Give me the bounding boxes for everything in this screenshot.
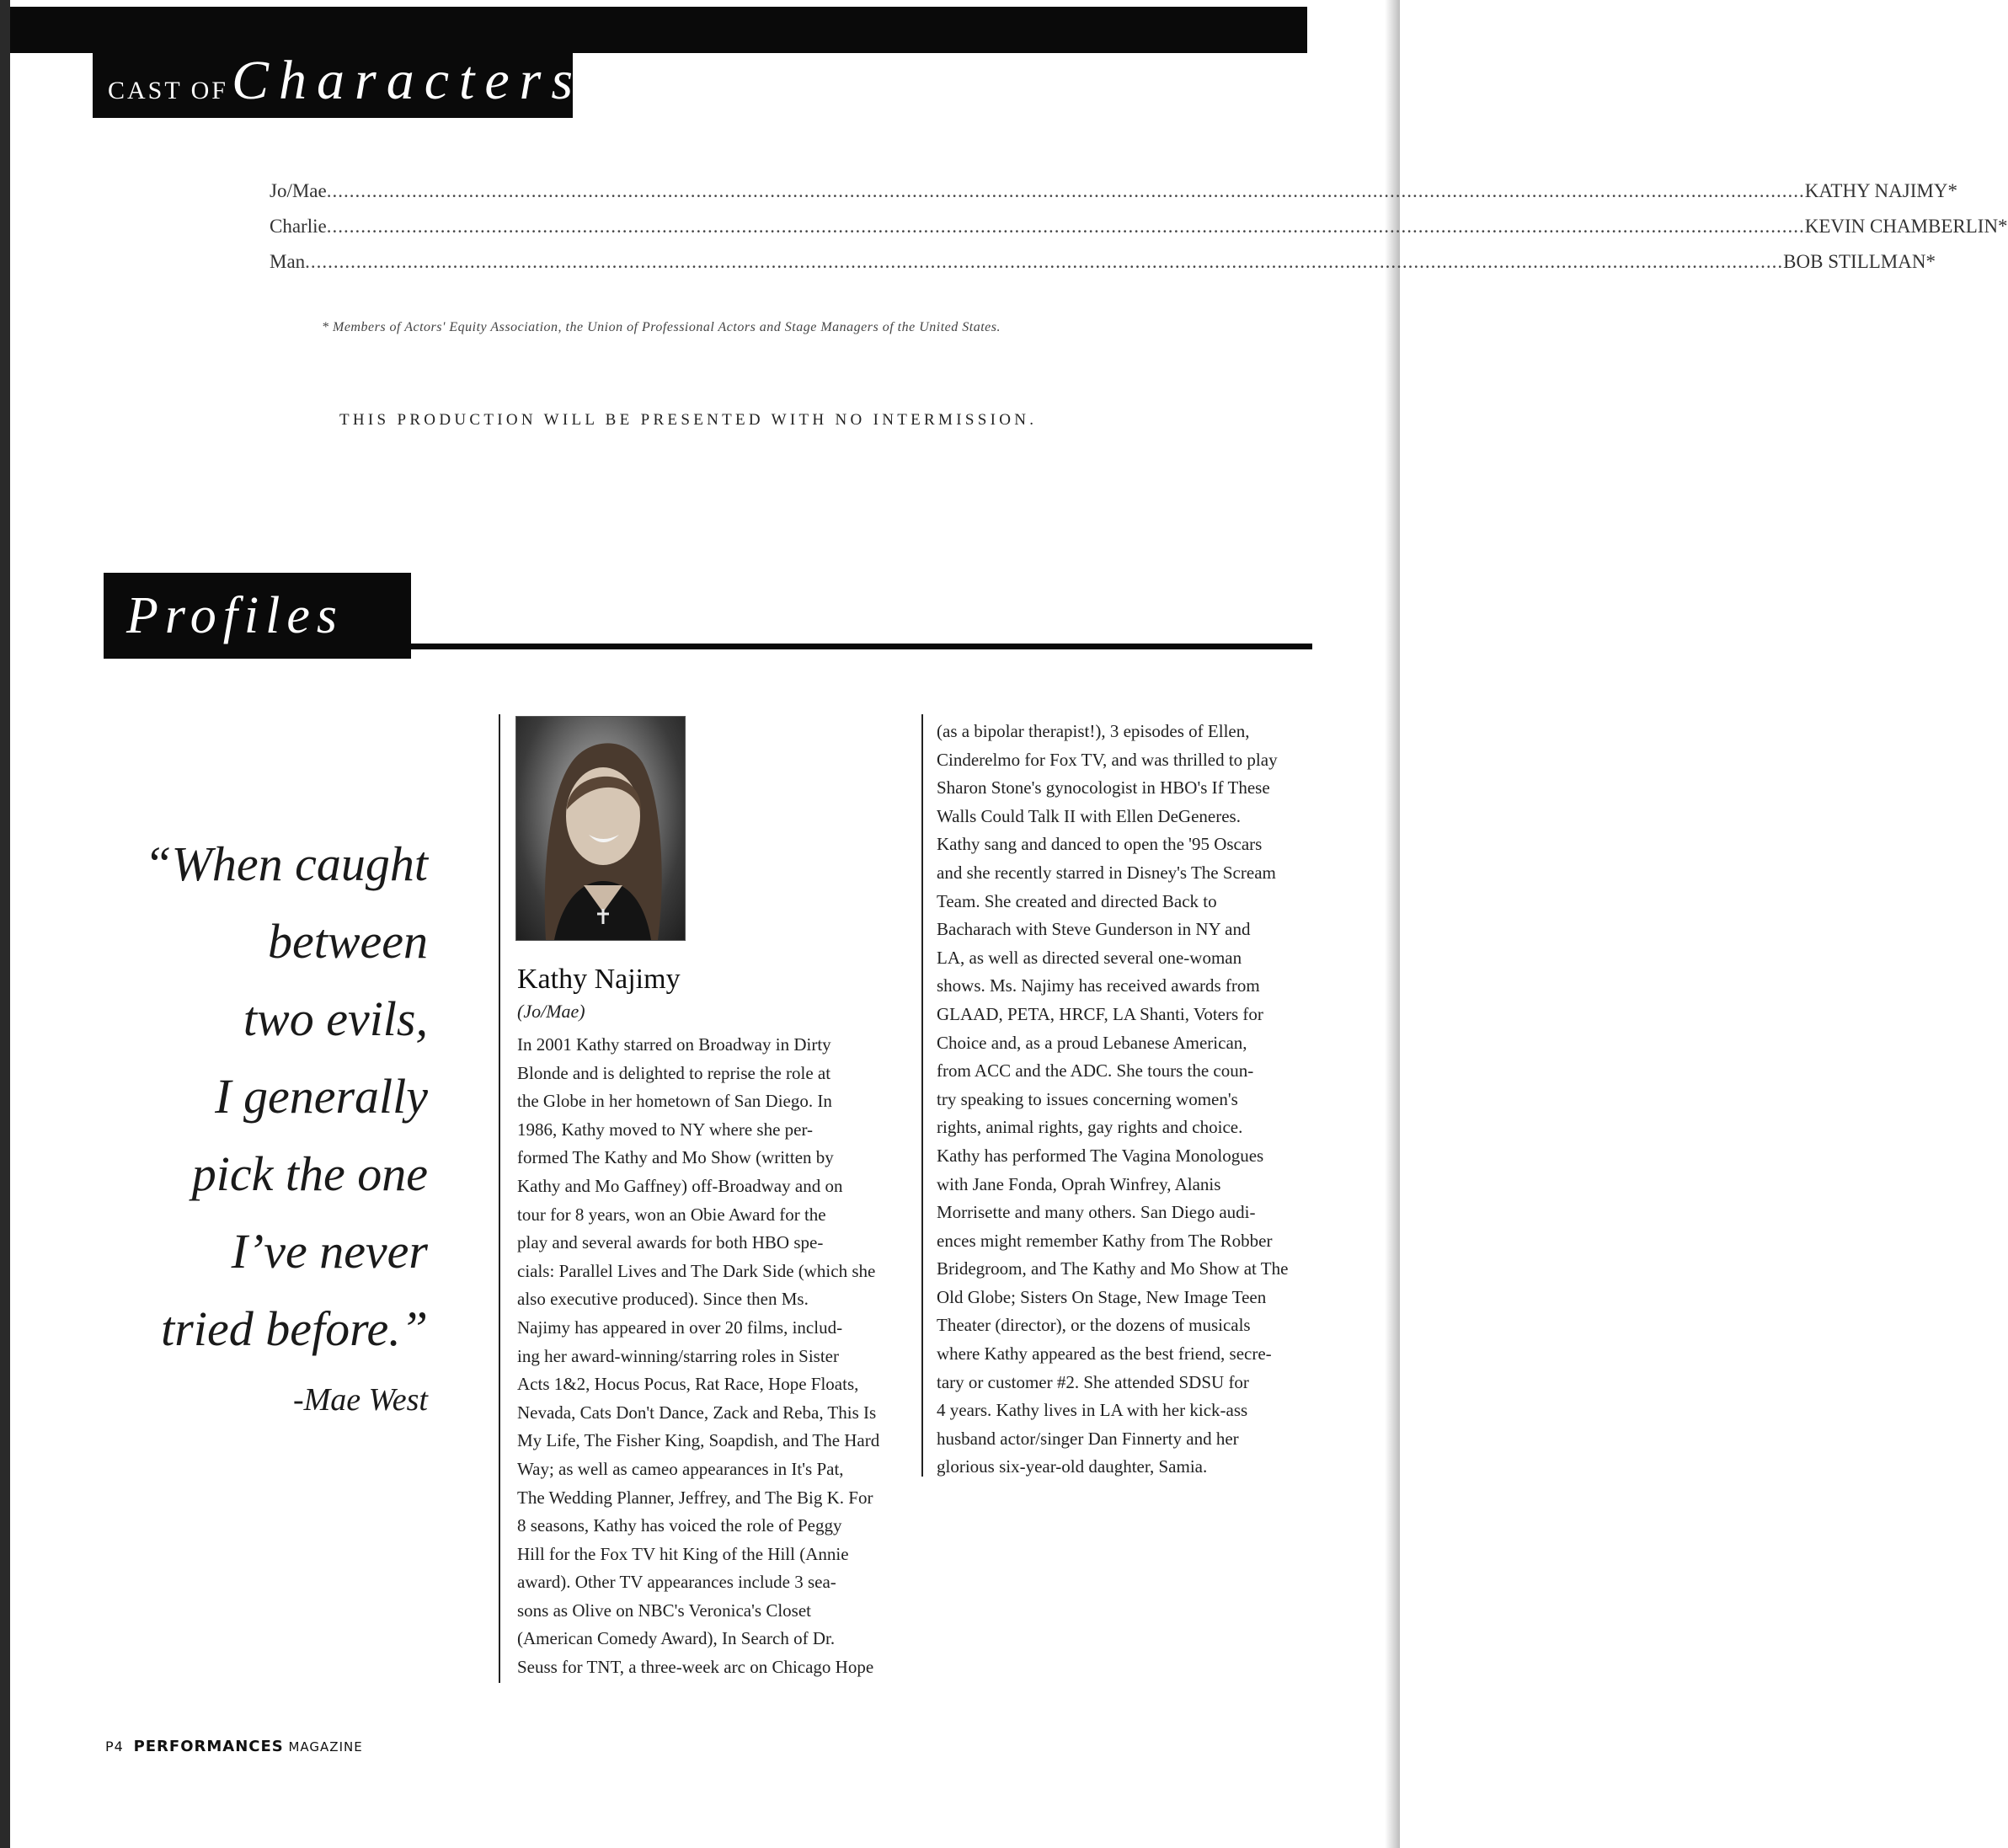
bio-line: Seuss for TNT, a three-week arc on Chicago Hope bbox=[517, 1657, 874, 1678]
bio-line: GLAAD, PETA, HRCF, LA Shanti, Voters for bbox=[937, 1003, 1263, 1024]
bio-line: husband actor/singer Dan Finnerty and her bbox=[937, 1428, 1239, 1449]
bio-line: Bridegroom, and The Kathy and Mo Show at The bbox=[937, 1258, 1289, 1279]
scan-edge-left bbox=[0, 0, 10, 1848]
cast-role: Charlie bbox=[270, 216, 327, 237]
pull-quote bbox=[109, 825, 428, 1368]
quote-line: tried before.” bbox=[161, 1301, 428, 1356]
page-number: P4 bbox=[105, 1739, 124, 1755]
cast-role: Jo/Mae bbox=[270, 180, 327, 201]
quote-attribution: -Mae West bbox=[292, 1382, 428, 1418]
quote-line: pick the one bbox=[191, 1146, 428, 1201]
cast-header-small: CAST OF bbox=[108, 77, 228, 104]
leader-dots: .................................................................................................................................................................................................................................................................... bbox=[305, 251, 1784, 272]
bio-line: Walls Could Talk II with Ellen DeGeneres. bbox=[937, 805, 1241, 826]
bio-line: Acts 1&2, Hocus Pocus, Rat Race, Hope Floats, bbox=[517, 1374, 859, 1395]
bio-line: Sharon Stone's gynocologist in HBO's If These bbox=[937, 777, 1270, 798]
quote-line: two evils, bbox=[243, 991, 428, 1046]
magazine-label: MAGAZINE bbox=[288, 1739, 363, 1755]
bio-column-1 bbox=[517, 1031, 893, 1682]
bio-line: the Globe in her hometown of San Diego. In bbox=[517, 1091, 832, 1112]
bio-line: ing her award-winning/starring roles in Sister bbox=[517, 1345, 839, 1366]
bio-line: 1986, Kathy moved to NY where she per- bbox=[517, 1119, 814, 1140]
bio-line: also executive produced). Since then Ms. bbox=[517, 1289, 809, 1310]
cast-list bbox=[270, 180, 2008, 286]
bio-line: Cinderelmo for Fox TV, and was thrilled to play bbox=[937, 749, 1278, 770]
bio-line: formed The Kathy and Mo Show (written by bbox=[517, 1147, 834, 1168]
scan-edge-right bbox=[1385, 0, 1400, 1848]
column-divider bbox=[921, 714, 923, 1477]
bio-line: (American Comedy Award), In Search of Dr. bbox=[517, 1628, 836, 1649]
bio-line: LA, as well as directed several one-woman bbox=[937, 947, 1242, 968]
column-divider bbox=[499, 714, 500, 1683]
quote-line: I’ve never bbox=[231, 1224, 428, 1279]
bio-column-2 bbox=[937, 718, 1314, 1482]
bio-line: Choice and, as a proud Lebanese American, bbox=[937, 1032, 1247, 1053]
cast-actor: BOB STILLMAN* bbox=[1783, 251, 1936, 272]
profiles-header-title: Profiles bbox=[126, 587, 344, 644]
bio-line: Nevada, Cats Don't Dance, Zack and Reba, This Is bbox=[517, 1402, 877, 1423]
bio-line: from ACC and the ADC. She tours the coun- bbox=[937, 1060, 1254, 1082]
cast-actor: KEVIN CHAMBERLIN* bbox=[1804, 216, 2008, 237]
profile-role: (Jo/Mae) bbox=[517, 1001, 585, 1022]
quote-line: I generally bbox=[215, 1069, 428, 1124]
quote-line: between bbox=[267, 914, 428, 969]
bio-line: Najimy has appeared in over 20 films, includ- bbox=[517, 1317, 843, 1338]
bio-line: tour for 8 years, won an Obie Award for the bbox=[517, 1204, 826, 1225]
bio-line: 4 years. Kathy lives in LA with her kick-ass bbox=[937, 1400, 1248, 1421]
equity-footnote: * Members of Actors' Equity Association, the Union of Professional Actors and Stage Managers of the United States. bbox=[322, 320, 1001, 334]
bio-line: shows. Ms. Najimy has received awards from bbox=[937, 975, 1260, 996]
bio-line: Bacharach with Steve Gunderson in NY and bbox=[937, 919, 1251, 940]
bio-line: award). Other TV appearances include 3 sea- bbox=[517, 1572, 836, 1593]
bio-line: Kathy and Mo Gaffney) off-Broadway and on bbox=[517, 1175, 843, 1196]
bio-line: tary or customer #2. She attended SDSU for bbox=[937, 1371, 1249, 1392]
bio-line: The Wedding Planner, Jeffrey, and The Big K. For bbox=[517, 1487, 873, 1508]
bio-line: Hill for the Fox TV hit King of the Hill (Annie bbox=[517, 1543, 849, 1564]
bio-line: Morrisette and many others. San Diego audi- bbox=[937, 1202, 1256, 1223]
cast-row bbox=[270, 251, 1936, 286]
bio-line: Old Globe; Sisters On Stage, New Image Teen bbox=[937, 1286, 1267, 1307]
bio-line: ences might remember Kathy from The Robber bbox=[937, 1230, 1273, 1251]
cast-role: Man bbox=[270, 251, 306, 272]
headshot-photo bbox=[515, 716, 686, 941]
bio-line: Way; as well as cameo appearances in It's Pat, bbox=[517, 1458, 844, 1479]
bio-line: 8 seasons, Kathy has voiced the role of Peggy bbox=[517, 1515, 842, 1536]
cast-header-title bbox=[108, 49, 583, 113]
cast-actor: KATHY NAJIMY* bbox=[1804, 180, 1957, 201]
bio-line: play and several awards for both HBO spe- bbox=[517, 1232, 824, 1253]
leader-dots: .................................................................................................................................................................................................................................................................... bbox=[326, 180, 1805, 201]
bio-line: In 2001 Kathy starred on Broadway in Dirty bbox=[517, 1034, 831, 1055]
page-footer bbox=[105, 1738, 363, 1755]
bio-line: Theater (director), or the dozens of musicals bbox=[937, 1315, 1251, 1336]
bio-line: Team. She created and directed Back to bbox=[937, 890, 1217, 911]
bio-line: where Kathy appeared as the best friend, secre- bbox=[937, 1343, 1272, 1365]
bio-line: rights, animal rights, gay rights and choice. bbox=[937, 1117, 1243, 1138]
bio-line: glorious six-year-old daughter, Samia. bbox=[937, 1456, 1208, 1477]
bio-line: Kathy sang and danced to open the '95 Oscars bbox=[937, 834, 1263, 855]
bio-line: My Life, The Fisher King, Soapdish, and The Hard bbox=[517, 1430, 880, 1451]
magazine-brand: PERFORMANCES bbox=[133, 1738, 284, 1755]
bio-line: (as a bipolar therapist!), 3 episodes of Ellen, bbox=[937, 721, 1250, 741]
profile-name: Kathy Najimy bbox=[517, 964, 681, 995]
bio-line: and she recently starred in Disney's The Scream bbox=[937, 862, 1276, 883]
cast-row bbox=[270, 180, 1957, 216]
intermission-notice: THIS PRODUCTION WILL BE PRESENTED WITH NO INTERMISSION. bbox=[339, 411, 1038, 429]
profiles-header-rule bbox=[411, 644, 1312, 649]
leader-dots: .................................................................................................................................................................................................................................................................... bbox=[326, 216, 1805, 237]
cast-header-big: Characters bbox=[232, 50, 583, 111]
cast-row bbox=[270, 216, 2008, 251]
bio-line: with Jane Fonda, Oprah Winfrey, Alanis bbox=[937, 1173, 1221, 1194]
bio-line: try speaking to issues concerning women's bbox=[937, 1088, 1238, 1109]
bio-line: Kathy has performed The Vagina Monologues bbox=[937, 1145, 1264, 1166]
bio-line: cials: Parallel Lives and The Dark Side (which she bbox=[517, 1260, 876, 1281]
bio-line: sons as Olive on NBC's Veronica's Closet bbox=[517, 1600, 812, 1621]
quote-line: “When caught bbox=[144, 836, 428, 891]
bio-line: Blonde and is delighted to reprise the role at bbox=[517, 1062, 831, 1083]
